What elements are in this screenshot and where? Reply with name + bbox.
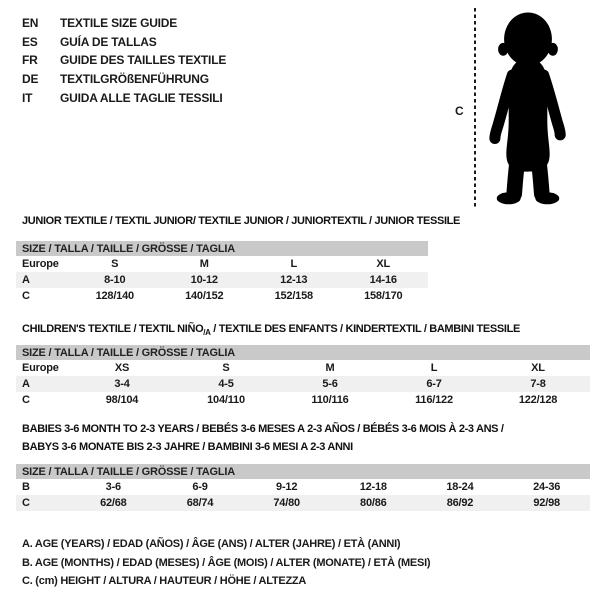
row-label: C	[22, 290, 30, 302]
table-cell: 14-16	[339, 272, 429, 288]
table-cell: L	[290, 258, 298, 270]
table-header-band	[16, 464, 590, 479]
table-cell: 92/98	[503, 495, 590, 511]
table-cell: S	[222, 362, 230, 374]
table-cell: XL	[376, 258, 391, 270]
table-row	[16, 272, 428, 288]
table-cell: 6-7	[382, 376, 486, 392]
row-label: B	[22, 481, 30, 493]
language-title: TEXTILE SIZE GUIDE	[60, 16, 178, 30]
table-cell: XL	[531, 362, 545, 374]
table-cell: 4-5	[174, 376, 278, 392]
row-label: A	[16, 376, 70, 392]
size-table	[16, 345, 590, 408]
table-header-band	[16, 241, 428, 256]
table-cell: S	[111, 258, 119, 270]
section-title: BABIES 3-6 MONTH TO 2-3 YEARS / BEBÉS 3-6 MESES A 2-3 AÑOS / BÉBÉS 3-6 MOIS À 2-3 ANS / BABYS 3-6 MONATE BIS 2-3 JAHRE / BAMBINI 3-6 MESI A 2-3 ANNI	[22, 420, 504, 456]
table-cell: 152/158	[274, 290, 313, 302]
table-cell: M	[325, 362, 335, 374]
table-row	[16, 392, 590, 408]
table-cell: 98/104	[105, 394, 139, 406]
size-table	[16, 464, 590, 511]
table-cell: 3-6	[105, 481, 121, 493]
height-measure-label: C	[455, 104, 464, 118]
table-cell: 128/140	[95, 290, 134, 302]
language-title: GUIDE DES TAILLES TEXTILE	[60, 53, 227, 68]
section-title: JUNIOR TEXTILE / TEXTIL JUNIOR/ TEXTILE JUNIOR / JUNIORTEXTIL / JUNIOR TESSILE	[22, 215, 461, 227]
language-row	[22, 89, 226, 108]
language-code: IT	[22, 90, 33, 105]
footnote-line: B. AGE (MONTHS) / EDAD (MESES) / ÂGE (MOIS) / ALTER (MONATE) / ETÀ (MESI)	[22, 556, 431, 569]
table-row	[16, 360, 590, 376]
language-code: DE	[22, 72, 39, 87]
table-cell: 116/122	[415, 394, 453, 406]
baby-silhouette-icon	[482, 8, 574, 212]
table-cell: 62/68	[70, 495, 157, 511]
language-code: FR	[22, 53, 38, 68]
footnotes	[22, 535, 430, 591]
table-cell: 7-8	[486, 376, 590, 392]
row-label: A	[16, 272, 70, 288]
table-cell: 104/110	[207, 394, 245, 406]
language-title: GUIDA ALLE TAGLIE TESSILI	[60, 90, 223, 105]
table-cell: 8-10	[70, 272, 160, 288]
table-cell: 10-12	[160, 272, 250, 288]
table-header-label: SIZE / TALLA / TAILLE / GRÖSSE / TAGLIA	[16, 345, 590, 360]
table-cell: 5-6	[278, 376, 382, 392]
table-cell: XS	[114, 362, 130, 374]
table-cell: 3-4	[70, 376, 174, 392]
table-row	[16, 479, 590, 495]
height-measure-dashed-line	[474, 8, 476, 207]
table-row	[16, 495, 590, 511]
table-cell: 80/86	[330, 495, 417, 511]
table-cell: 6-9	[192, 481, 208, 493]
language-title: TEXTILGRÖßENFÜHRUNG	[60, 72, 209, 87]
table-header-label: SIZE / TALLA / TAILLE / GRÖSSE / TAGLIA	[16, 241, 428, 256]
table-cell: 12-18	[359, 481, 387, 493]
language-code: EN	[22, 16, 39, 30]
table-cell: 9-12	[276, 481, 298, 493]
table-cell: L	[430, 362, 438, 374]
table-row	[16, 288, 428, 304]
language-row	[22, 14, 226, 33]
section-title: CHILDREN'S TEXTILE / TEXTIL $NIÑO_{/A}$ / TEXTILE DES ENFANTS / KINDERTEXTIL / BAMBINI TESSILE	[22, 323, 520, 338]
table-cell: 110/116	[311, 394, 349, 406]
section-title-line2: BABYS 3-6 MONATE BIS 2-3 JAHRE / BAMBINI 3-6 MESI A 2-3 ANNI	[22, 441, 353, 453]
table-cell: 158/170	[364, 290, 403, 302]
language-list	[22, 14, 226, 108]
language-row	[22, 70, 226, 89]
table-cell: 12-13	[249, 272, 339, 288]
table-header-label: SIZE / TALLA / TAILLE / GRÖSSE / TAGLIA	[16, 464, 590, 479]
table-cell: 86/92	[417, 495, 504, 511]
row-label: C	[16, 495, 70, 511]
size-table	[16, 241, 428, 304]
row-label: C	[22, 394, 30, 406]
language-title: GUÍA DE TALLAS	[60, 34, 157, 49]
language-row	[22, 33, 226, 52]
footnote-line: A. AGE (YEARS) / EDAD (AÑOS) / ÂGE (ANS) / ALTER (JAHRE) / ETÀ (ANNI)	[22, 538, 401, 550]
table-cell: 18-24	[446, 481, 474, 493]
table-header-band	[16, 345, 590, 360]
table-cell: M	[199, 258, 209, 270]
row-label: Europe	[22, 258, 59, 270]
language-code: ES	[22, 34, 38, 49]
table-cell: 68/74	[157, 495, 244, 511]
section-title-subscript: /A	[203, 328, 211, 338]
table-cell: 24-36	[533, 481, 561, 493]
table-cell: 140/152	[185, 290, 224, 302]
footnote-line: C. (cm) HEIGHT / ALTURA / HAUTEUR / HÖHE / ALTEZZA	[22, 575, 307, 587]
table-row	[16, 256, 428, 272]
table-cell: 122/128	[518, 394, 558, 406]
language-row	[22, 51, 226, 70]
row-label: Europe	[22, 362, 59, 374]
table-cell: 74/80	[243, 495, 330, 511]
table-row	[16, 376, 590, 392]
